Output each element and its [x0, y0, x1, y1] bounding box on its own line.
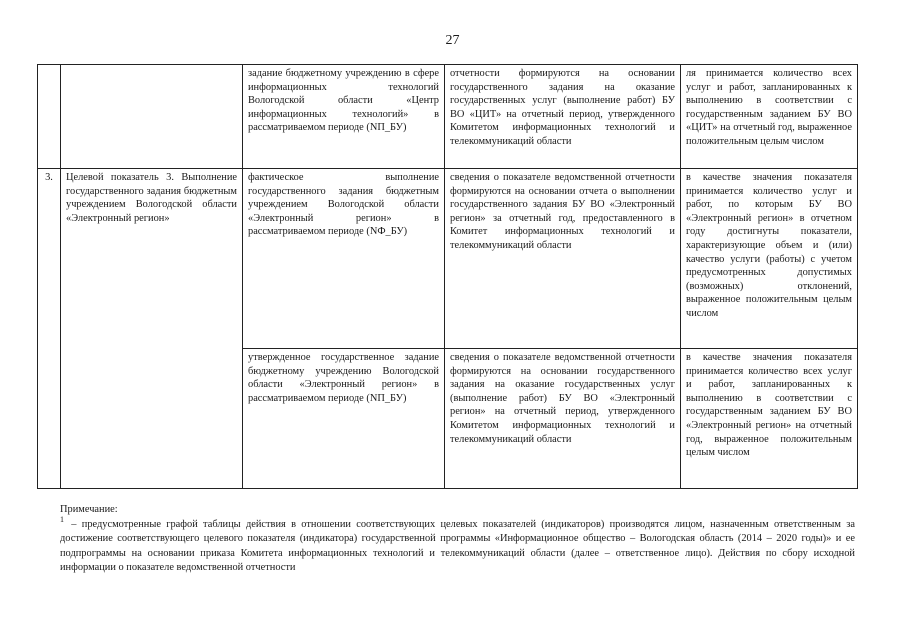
- data-source-cell: сведения о показателе ведомственной отчетности формируются на основании отчета о выполнении государственного задания БУ ВО «Электронный регион» за отчетный год, предоставленного в Комитет информационных технологий и телекоммуникаций области: [445, 169, 681, 349]
- parameter-cell: задание бюджетному учреждению в сфере информационных технологий Вологодской области «Центр информационных технологий» в рассматриваемом периоде (NП_БУ): [243, 65, 445, 169]
- parameter-cell: фактическое выполнение государственного задания бюджетным учреждением Вологодской области «Электронный регион» в рассматриваемом периоде (NФ_БУ): [243, 169, 445, 349]
- table-row: [38, 169, 858, 349]
- footnote-body: [60, 515, 855, 576]
- footnote-title: Примечание:: [60, 504, 118, 515]
- calculation-method-cell: в качестве значения показателя принимается количество услуг и работ, по которым БУ ВО «Электронный регион» в отчетном году достигнуты показатели, характеризующие объем и (или) качество услуги (работы) с учетом предусмотренных допустимых (возможных) отклонений, выраженное положительным целым числом: [681, 169, 858, 349]
- footnote: [60, 503, 855, 576]
- footnote-text: – предусмотренные графой таблицы действия в отношении соответствующих целевых показателей (индикаторов) производятся лицом, назначенным ответственным за достижение соответствующего целевого показателя (индикатора) государственной программы «Информационное общество – Вологодская область (2014 – 2020 годы)» и ее подпрограммы на основании приказа Комитета информационных технологий и телекоммуникаций области (далее – ответственное лицо). Действия по сбору исходной информации о показателе ведомственной отчетности: [60, 518, 855, 573]
- calculation-method-cell: ля принимается количество всех услуг и работ, запланированных к выполнению в соответствии с государственным заданием БУ ВО «ЦИТ» на отчетный год, выраженное положительным целым числом: [681, 65, 858, 169]
- calculation-method-cell: в качестве значения показателя принимается количество всех услуг и работ, запланированных к выполнению в соответствии с государственным заданием БУ ВО «Электронный регион» на отчетный год, выраженное положительным целым числом: [681, 349, 858, 489]
- row-number-cell: [38, 65, 61, 169]
- indicator-table: [37, 64, 858, 489]
- parameter-cell: утвержденное государственное задание бюджетному учреждению Вологодской области «Электронный регион» в рассматриваемом периоде (NП_БУ): [243, 349, 445, 489]
- footnote-marker: 1: [60, 515, 64, 525]
- page-number: 27: [445, 33, 460, 48]
- data-source-cell: отчетности формируются на основании государственного задания на оказание государственных услуг (выполнение работ) БУ ВО «ЦИТ» на отчетный период, утвержденного Комитетом информационных технологий и телекоммуникаций области: [445, 65, 681, 169]
- table-row: [38, 65, 858, 169]
- data-source-cell: сведения о показателе ведомственной отчетности формируются на основании государственного задания на оказание государственных услуг (выполнение работ) БУ ВО «Электронный регион» на отчетный период, утвержденного Комитетом информационных технологий и телекоммуникаций области: [445, 349, 681, 489]
- indicator-name-cell: Целевой показатель 3. Выполнение государственного задания бюджетным учреждением Вологодской области «Электронный регион»: [61, 169, 243, 489]
- indicator-name-cell: [61, 65, 243, 169]
- row-number-cell: 3.: [38, 169, 61, 489]
